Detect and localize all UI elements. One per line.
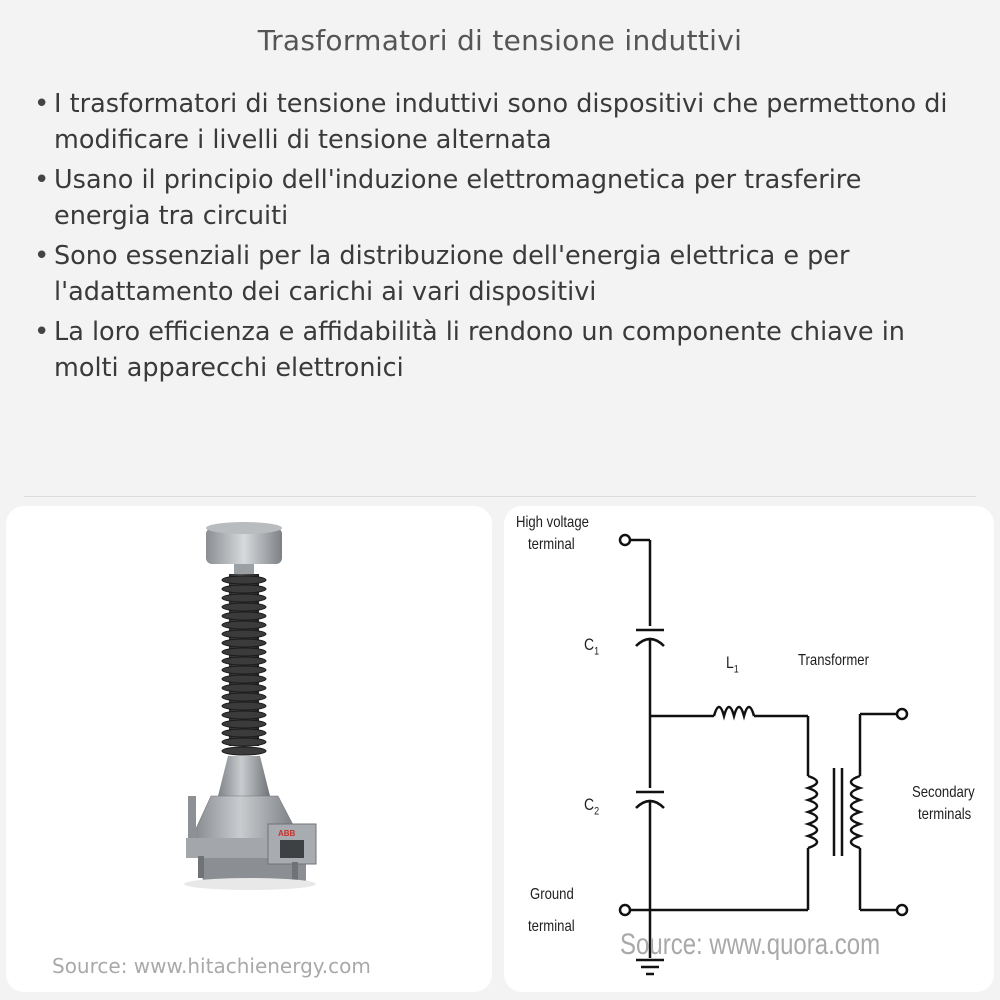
circuit-diagram-panel xyxy=(504,506,994,992)
list-item xyxy=(34,162,964,234)
tank-neck xyxy=(218,756,270,796)
secondary-terminal-bottom xyxy=(897,905,907,915)
secondary-coil xyxy=(851,776,860,848)
label-secondary: Secondary xyxy=(912,784,975,801)
page-title: Trasformatori di tensione induttivi xyxy=(257,24,743,57)
bullet-dot: • xyxy=(34,317,50,347)
bullet-dot: • xyxy=(34,241,50,271)
image-credit-left: Source: www.hitachienergy.com xyxy=(52,954,371,978)
ground-terminal xyxy=(620,905,630,915)
high-voltage-terminal xyxy=(620,535,630,545)
transformer-illustration xyxy=(6,506,492,992)
image-credit-right: Source: www.quora.com xyxy=(620,928,881,961)
label-c1: $C_1$ xyxy=(584,635,600,658)
label-ground: Ground xyxy=(530,886,574,903)
bullet-dot: • xyxy=(34,165,50,195)
primary-coil xyxy=(808,776,817,848)
divider xyxy=(24,496,976,497)
label-l1: $L_1$ xyxy=(726,653,739,676)
bullet-text: Sono essenziali per la distribuzione dell'energia elettrica e per l'adattamento dei carichi ai vari dispositivi xyxy=(54,241,850,307)
circuit-diagram xyxy=(504,506,994,992)
list-item xyxy=(34,314,964,386)
label-terminals: terminals xyxy=(918,806,972,823)
bullet-text: I trasformatori di tensione induttivi sono dispositivi che permettono di modificare i livelli di tensione alternata xyxy=(54,89,948,155)
secondary-terminal-top xyxy=(897,709,907,719)
label-c2: $C_2$ xyxy=(584,795,600,818)
bullet-text: Usano il principio dell'induzione elettromagnetica per trasferire energia tra circuiti xyxy=(54,165,862,231)
label-transformer: Transformer xyxy=(798,652,869,669)
list-item xyxy=(34,238,964,310)
label-high-voltage: High voltage xyxy=(516,514,589,531)
bullet-text: La loro efficienza e affidabilità li rendono un componente chiave in molti apparecchi elettronici xyxy=(54,317,905,383)
inductor-l1 xyxy=(714,707,754,716)
list-item xyxy=(34,86,964,158)
abb-logo: ABB xyxy=(278,829,296,838)
label-terminal-top: terminal xyxy=(528,536,575,553)
bullet-list xyxy=(34,86,964,390)
bullet-dot: • xyxy=(34,89,50,119)
label-terminal-bottom: terminal xyxy=(528,918,575,935)
transformer-photo-panel xyxy=(6,506,492,992)
insulator-column xyxy=(222,574,266,755)
